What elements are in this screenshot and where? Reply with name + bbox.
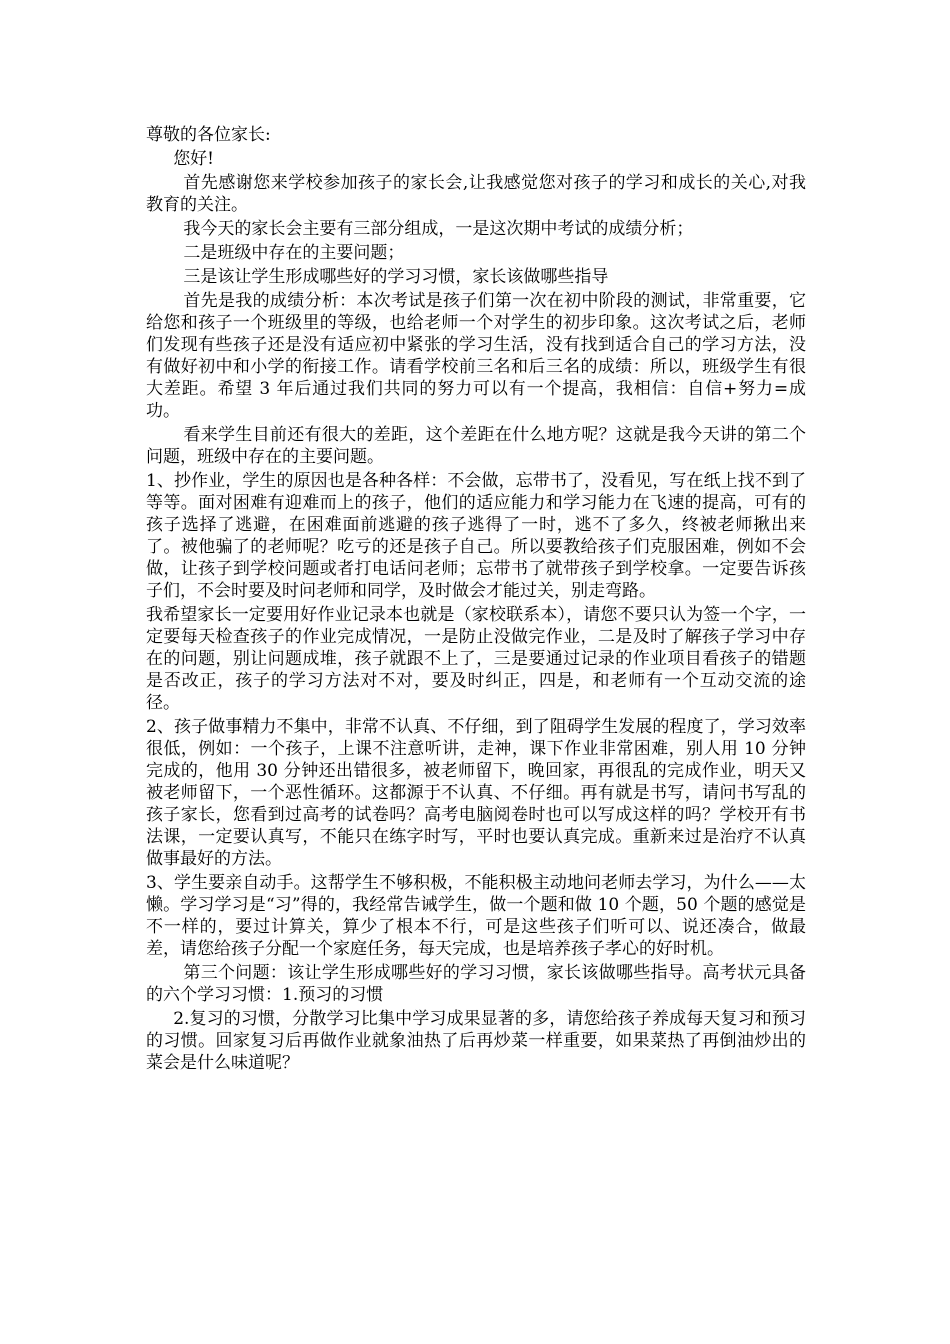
paragraph-agenda-2: 二是班级中存在的主要问题； (183, 243, 405, 263)
paragraph-score-analysis: 首先是我的成绩分析：本次考试是孩子们第一次在初中阶段的测试，非常重要，它给您和孩子一个班级里的等级，也给老师一个对学生的初步印象。这次考试之后，老师们发现有些孩子还是没有适应初中紧张的学习生活，没有找到适合自己的学习方法，没有做好初中和小学的衔接工作。请看学校前三名和后三名的成绩：所以，班级学生有很大差距。希望 3 年后通过我们共同的努力可以有一个提高，我相信：自信+努力=成功。 (146, 291, 806, 421)
paragraph-review-habit: 2.复习的习惯，分散学习比集中学习成果显著的多，请您给孩子养成每天复习和预习的习惯。回家复习后再做作业就象油热了后再炒菜一样重要，如果菜热了再倒油炒出的菜会是什么味道呢？ (146, 1009, 806, 1073)
paragraph-thanks: 首先感谢您来学校参加孩子的家长会,让我感觉您对孩子的学习和成长的关心,对我教育的关注。 (146, 173, 806, 215)
paragraph-agenda: 我今天的家长会主要有三部分组成，一是这次期中考试的成绩分析； (183, 219, 694, 239)
document-page (146, 124, 806, 1076)
paragraph-agenda-3: 三是该让学生形成哪些好的学习习惯，家长该做哪些指导 (183, 267, 609, 287)
paragraph-hands-on: 3、学生要亲自动手。这帮学生不够积极，不能积极主动地问老师去学习，为什么——太懒。学习学习是“习”得的，我经常告诫学生，做一个题和做 10 个题，50 个题的感觉是不一样的，要过计算关，算少了根本不行，可是这些孩子们听可以、说还凑合，做最差，请您给孩子分配一个家庭任务，每天完成，也是培养孩子孝心的好时机。 (146, 873, 806, 959)
paragraph-gap: 看来学生目前还有很大的差距，这个差距在什么地方呢？这就是我今天讲的第二个问题，班级中存在的主要问题。 (146, 425, 806, 467)
paragraph-concentration: 2、孩子做事精力不集中，非常不认真、不仔细，到了阻碍学生发展的程度了，学习效率很低，例如：一个孩子，上课不注意听讲，走神，课下作业非常困难，别人用 10 分钟完成的，他用 30 分钟还出错很多，被老师留下，晚回家，再很乱的完成作业，明天又被老师留下，一个恶性循环。这都源于不认真、不仔细。再有就是书写，请问书写乱的孩子家长，您看到过高考的试卷吗？高考电脑阅卷时也可以写成这样的吗？学校开有书法课，一定要认真写，不能只在练字时写，平时也要认真完成。重新来过是治疗不认真做事最好的方法。 (146, 717, 806, 869)
paragraph-copying-homework: 1、抄作业，学生的原因也是各种各样：不会做，忘带书了，没看见，写在纸上找不到了等等。面对困难有迎难而上的孩子，他们的适应能力和学习能力在飞速的提高，可有的孩子选择了逃避，在困难面前逃避的孩子逃得了一时，逃不了多久，终被老师揪出来了。被他骗了的老师呢？吃亏的还是孩子自己。所以要教给孩子们克服困难，例如不会做，让孩子到学校问题或者打电话问老师；忘带书了就带孩子到学校拿。一定要告诉孩子们，不会时要及时问老师和同学，及时做会才能过关，别走弯路。 (146, 471, 806, 601)
greeting: 尊敬的各位家长: (146, 125, 271, 145)
paragraph-habits: 第三个问题：该让学生形成哪些好的学习习惯，家长该做哪些指导。高考状元具备的六个学习习惯：1.预习的习惯 (146, 963, 806, 1005)
hello-line: 您好! (173, 149, 215, 169)
paragraph-record-book: 我希望家长一定要用好作业记录本也就是（家校联系本），请您不要只认为签一个字，一定要每天检查孩子的作业完成情况，一是防止没做完作业，二是及时了解孩子学习中存在的问题，别让问题成堆，孩子就跟不上了，三是要通过记录的作业项目看孩子的错题是否改正，孩子的学习方法对不对，要及时纠正，四是，和老师有一个互动交流的途径。 (146, 605, 806, 713)
